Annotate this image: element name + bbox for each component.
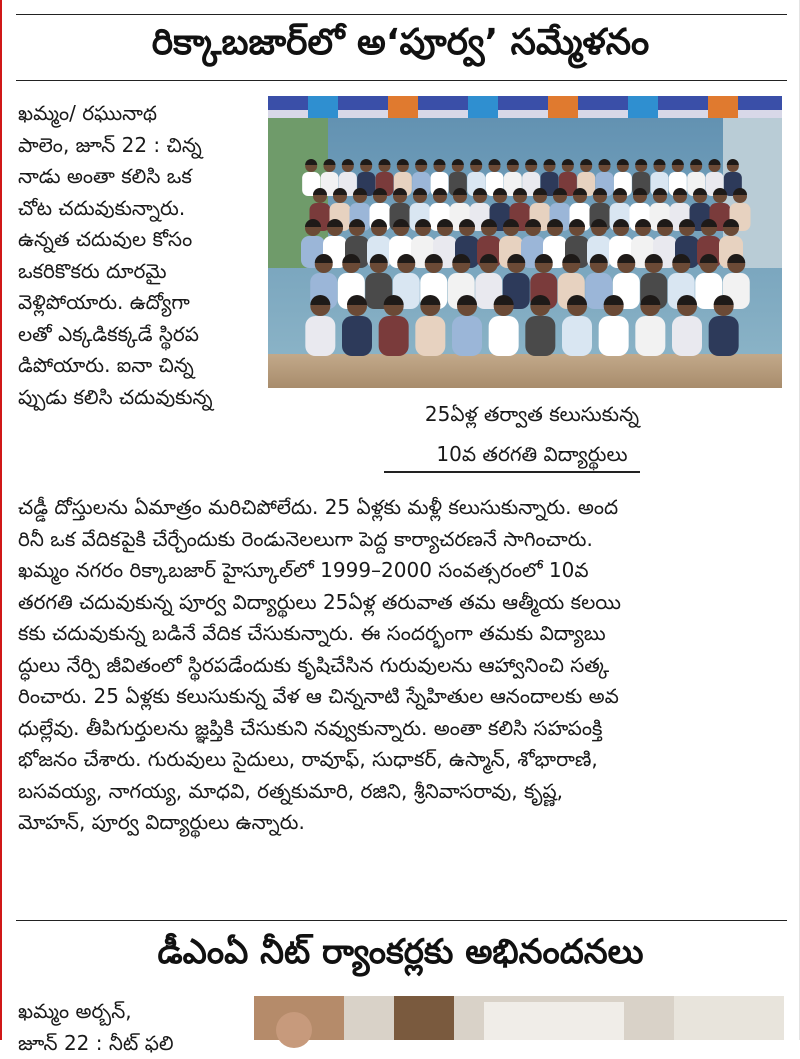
column-line: జూన్ 22 : నీట్ ఫలి (18, 1028, 248, 1059)
body-line: మోహన్, పూర్వ విద్యార్థులు ఉన్నారు. (18, 807, 790, 839)
body-line: రించారు. 25 ఏళ్లకు కలుసుకున్న వేళ ఆ చిన్ననాటి స్నేహితుల ఆనందాలకు అవ (18, 681, 790, 713)
body-line: చడ్డీ దోస్తులను ఏమాత్రం మరిచిపోలేదు. 25 ఏళ్లకు మళ్లీ కలుసుకున్నారు. అంద (18, 492, 790, 524)
column-line: ఒకరికొకరు దూరమై (18, 256, 274, 288)
body-line: ఖమ్మం నగరం రిక్కాబజార్ హైస్కూల్‌లో 1999–2000 సంవత్సరంలో 10వ (18, 555, 790, 587)
column-line: వెళ్లిపోయారు. ఉద్యోగా (18, 287, 274, 319)
column-line: ఉన్నత చదువుల కోసం (18, 224, 274, 256)
caption-underline (384, 471, 640, 473)
top-rule (16, 14, 787, 15)
headline-rule (16, 80, 787, 81)
body-line: భోజనం చేశారు. గురువులు సైదులు, రావూఫ్, సుధాకర్, ఉస్మాన్, శోభారాణి, (18, 744, 790, 776)
article2-photo (254, 996, 784, 1040)
article2-photo-illustration (254, 996, 784, 1040)
body-line: బసవయ్య, నాగయ్య, మాధవి, రత్నకుమారి, రజిని, శ్రీనివాసరావు, కృష్ణ, (18, 776, 790, 808)
column-line: లతో ఎక్కడికక్కడే స్థిరప (18, 319, 274, 351)
article1-body (18, 492, 790, 839)
article2-column (18, 996, 248, 1059)
column-line: ఖమ్మం అర్బన్, (18, 996, 248, 1028)
body-line: ధుల్లేవు. తీపిగుర్తులను జ్ఞప్తికి చేసుకుని నవ్వుకున్నారు. అంతా కలిసి సహపంక్తి (18, 713, 790, 745)
article-divider (16, 920, 787, 921)
article1-column (18, 98, 274, 413)
body-line: ద్ధులు నేర్పి జీవితంలో స్థిరపడేందుకు కృషిచేసిన గురువులను ఆహ్వానించి సత్క (18, 650, 790, 682)
body-line: కకు చదువుకున్న బడినే వేదిక చేసుకున్నారు. ఈ సందర్భంగా తమకు విద్యాబు (18, 618, 790, 650)
column-line: ప్పుడు కలిసి చదువుకున్న (18, 382, 274, 414)
group-photo (268, 96, 782, 388)
column-line: ఖమ్మం/ రఘునాథ (18, 98, 274, 130)
photo-caption-line2: 10వ తరగతి విద్యార్థులు (382, 439, 682, 469)
article1-headline: రిక్కాబజార్‌లో అ‘పూర్వ’ సమ్మేళనం (2, 22, 799, 72)
column-line: పాలెం, జూన్ 22 : చిన్న (18, 130, 274, 162)
body-line: తరగతి చదువుకున్న పూర్వ విద్యార్థులు 25ఏళ్ల తరువాత తమ ఆత్మీయ కలయి (18, 587, 790, 619)
group-photo-illustration (268, 96, 782, 388)
photo-caption-line1: 25ఏళ్ల తర్వాత కలుసుకున్న (382, 399, 682, 429)
column-line: డిపోయారు. ఐనా చిన్న (18, 350, 274, 382)
column-line: చోట చదువుకున్నారు. (18, 193, 274, 225)
article2-headline: డీఎంఏ నీట్ ర్యాంకర్లకు అభినందనలు (2, 932, 799, 980)
column-line: నాడు అంతా కలిసి ఒక (18, 161, 274, 193)
body-line: రినీ ఒక వేదికపైకి చేర్చేందుకు రెండునెలలుగా పెద్ద కార్యాచరణనే సాగించారు. (18, 524, 790, 556)
